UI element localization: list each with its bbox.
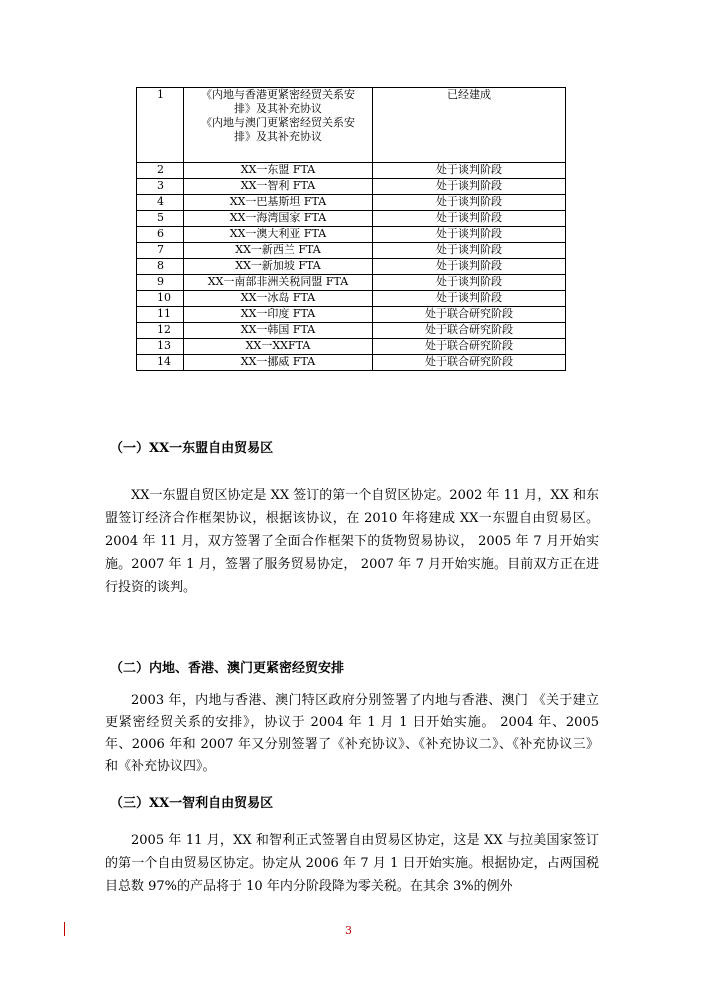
fta-table: [136, 87, 566, 371]
agreement-name: 《内地与香港更紧密经贸关系安: [201, 88, 355, 101]
status-cell: 处于谈判阶段: [373, 243, 566, 259]
row-number: 6: [137, 227, 184, 243]
agreement-name-cell: [184, 259, 373, 275]
agreement-name-cell: [184, 227, 373, 243]
table-row: [137, 259, 566, 275]
section-3-paragraph: [105, 829, 599, 898]
status-cell: 处于谈判阶段: [373, 291, 566, 307]
status-cell: 处于谈判阶段: [373, 163, 566, 179]
table-row: [137, 227, 566, 243]
row-number: 14: [137, 355, 184, 371]
agreement-name-cell: [184, 88, 373, 163]
table-row: [137, 339, 566, 355]
status-cell: 已经建成: [373, 88, 566, 163]
agreement-name: 《内地与澳门更紧密经贸关系安: [201, 116, 355, 129]
agreement-name-cell: [184, 211, 373, 227]
status-cell: 处于联合研究阶段: [373, 355, 566, 371]
agreement-name-cell: [184, 291, 373, 307]
table-row: [137, 355, 566, 371]
agreement-name-cell: [184, 307, 373, 323]
agreement-name-cell: [184, 275, 373, 291]
row-number: 1: [137, 88, 184, 163]
table-row: [137, 163, 566, 179]
agreement-name-cell: [184, 243, 373, 259]
margin-marker: [64, 922, 65, 936]
agreement-name: XX一海湾国家 FTA: [229, 211, 327, 224]
page-number: 3: [345, 924, 352, 937]
row-number: 9: [137, 275, 184, 291]
section-1-heading: （一）XX一东盟自由贸易区: [110, 441, 274, 456]
section-1-paragraph: [105, 484, 599, 599]
agreement-name: XX一XXFTA: [245, 339, 311, 352]
table-row: [137, 211, 566, 227]
status-cell: 处于联合研究阶段: [373, 323, 566, 339]
agreement-name: XX一韩国 FTA: [240, 323, 316, 336]
status-cell: 处于联合研究阶段: [373, 339, 566, 355]
agreement-name: XX一新加坡 FTA: [235, 259, 321, 272]
table-row: [137, 291, 566, 307]
agreement-name-cell: [184, 195, 373, 211]
agreement-name-cell: [184, 179, 373, 195]
fta-table-body: [137, 88, 566, 371]
agreement-name-cell: [184, 339, 373, 355]
table-row: [137, 323, 566, 339]
agreement-name: 排》及其补充协议: [234, 102, 322, 115]
status-cell: 处于谈判阶段: [373, 227, 566, 243]
row-number: 3: [137, 179, 184, 195]
section-2-text: 2003 年，内地与香港、澳门特区政府分别签署了内地与香港、澳门 《关于建立更紧密经贸关系的安排》，协议于 2004 年 1 月 1 日开始实施。 2004 年、2005 年、2006 年和 2007 年又分别签署了《补充协议》、《补充协议二》、《补充协议三》和《补充协议四》。: [105, 693, 599, 774]
agreement-name: XX一巴基斯坦 FTA: [229, 195, 327, 208]
agreement-name: XX一澳大利亚 FTA: [229, 227, 327, 240]
table-row: [137, 88, 566, 163]
agreement-name: 排》及其补充协议: [234, 130, 322, 143]
table-row: [137, 195, 566, 211]
row-number: 13: [137, 339, 184, 355]
agreement-name-cell: [184, 355, 373, 371]
row-number: 12: [137, 323, 184, 339]
section-2-heading: （二）内地、香港、澳门更紧密经贸安排: [110, 661, 345, 676]
section-2-paragraph: [105, 690, 599, 778]
status-cell: 处于联合研究阶段: [373, 307, 566, 323]
row-number: 2: [137, 163, 184, 179]
row-number: 7: [137, 243, 184, 259]
row-number: 4: [137, 195, 184, 211]
table-row: [137, 307, 566, 323]
status-cell: 处于谈判阶段: [373, 195, 566, 211]
status-cell: 处于谈判阶段: [373, 211, 566, 227]
agreement-name: XX一智利 FTA: [240, 179, 316, 192]
status-cell: 处于谈判阶段: [373, 179, 566, 195]
table-row: [137, 179, 566, 195]
agreement-name: XX一东盟 FTA: [240, 163, 316, 176]
agreement-name: XX一挪威 FTA: [240, 355, 316, 368]
section-3-text: 2005 年 11 月，XX 和智利正式签署自由贸易区协定，这是 XX 与拉美国家签订的第一个自由贸易区协定。协定从 2006 年 7 月 1 日开始实施。根据协定，占两国税目总数 97%的产品将于 10 年内分阶段降为零关税。在其余 3%的例外: [105, 833, 599, 894]
table-row: [137, 243, 566, 259]
agreement-name: XX一冰岛 FTA: [240, 291, 316, 304]
row-number: 8: [137, 259, 184, 275]
status-cell: 处于谈判阶段: [373, 259, 566, 275]
row-number: 11: [137, 307, 184, 323]
table-row: [137, 275, 566, 291]
section-3-heading: （三）XX一智利自由贸易区: [110, 796, 274, 811]
agreement-name: XX一印度 FTA: [240, 307, 316, 320]
agreement-name-cell: [184, 163, 373, 179]
agreement-name-cell: [184, 323, 373, 339]
section-1-text: XX一东盟自贸区协定是 XX 签订的第一个自贸区协定。2002 年 11 月，XX 和东盟签订经济合作框架协议，根据该协议，在 2010 年将建成 XX一东盟自由贸易区。2004 年 11 月，双方签署了全面合作框架下的货物贸易协议， 2005 年 7 月开始实施。2007 年 1 月，签署了服务贸易协定， 2007 年 7 月开始实施。目前双方正在进行投资的谈判。: [105, 488, 599, 595]
row-number: 5: [137, 211, 184, 227]
status-cell: 处于谈判阶段: [373, 275, 566, 291]
row-number: 10: [137, 291, 184, 307]
agreement-name: XX一新西兰 FTA: [235, 243, 321, 256]
agreement-name: XX一南部非洲关税同盟 FTA: [207, 275, 349, 288]
